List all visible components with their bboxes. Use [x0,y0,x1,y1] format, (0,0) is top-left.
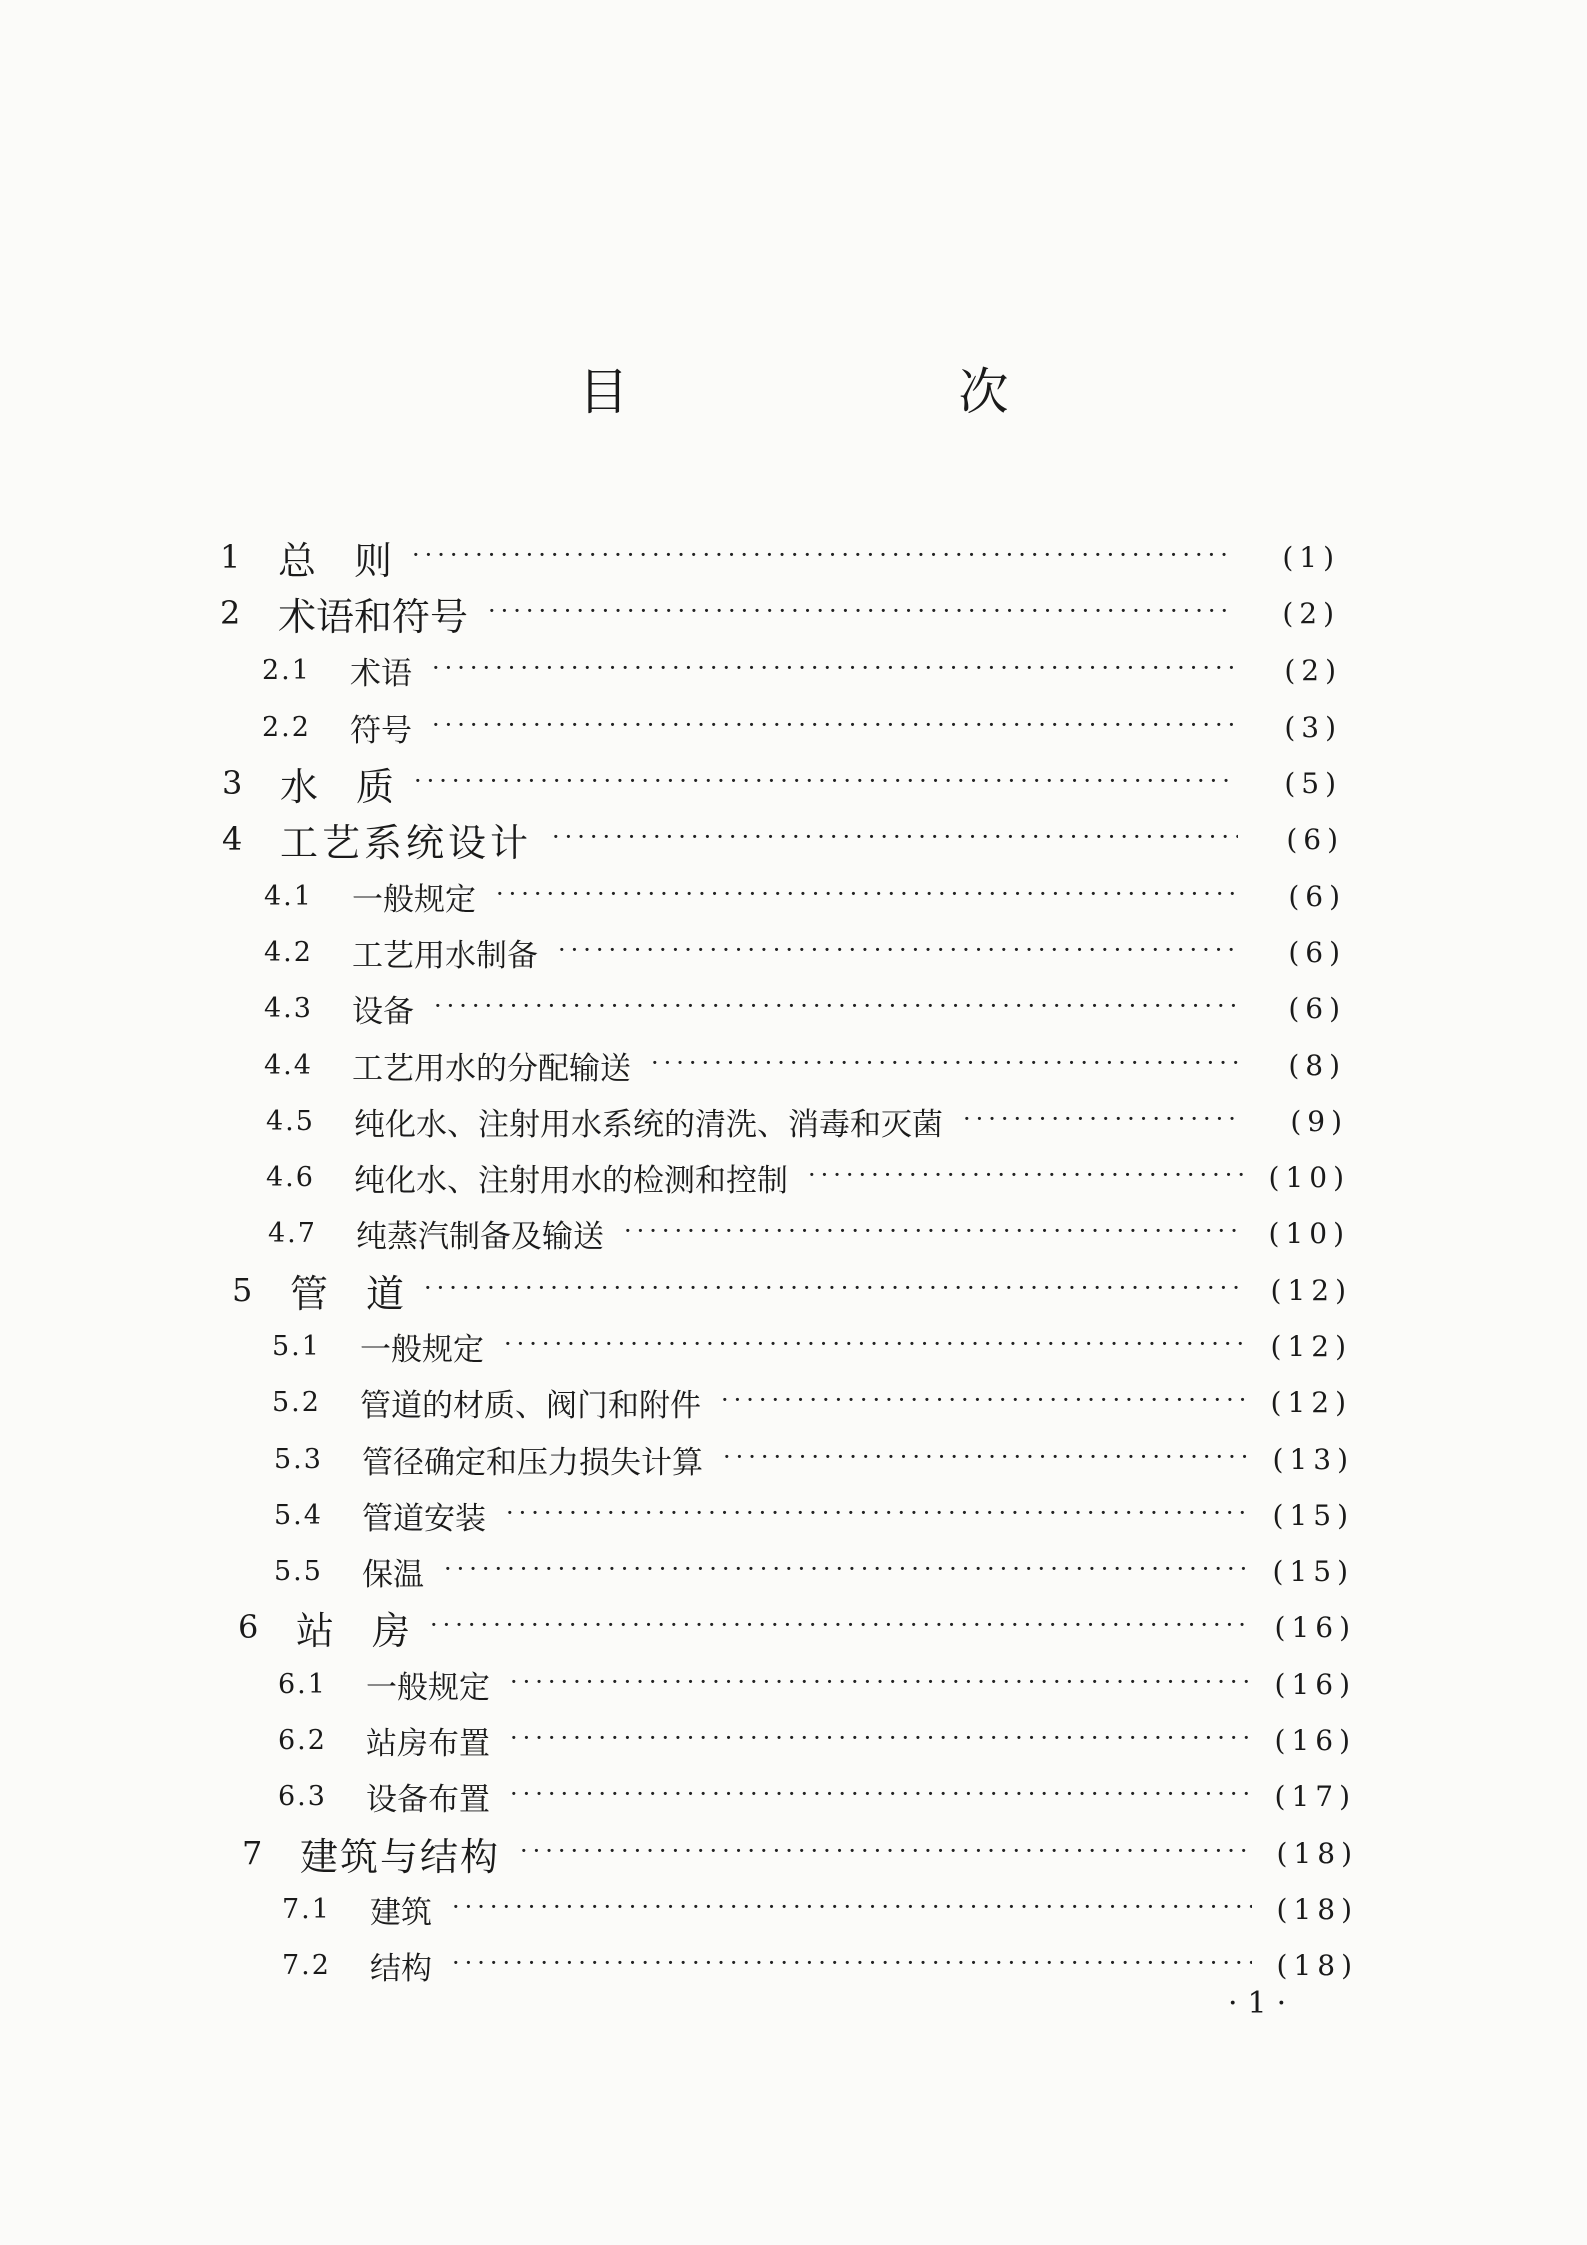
toc-number: 2.2 [262,711,311,743]
leader-dots [452,1893,1252,1921]
toc-page: (15) [1272,1554,1354,1588]
toc-entry-4-4[interactable] [264,1040,1346,1090]
toc-label: 管道安装 [362,1500,486,1537]
toc-label: 设备布置 [366,1781,490,1818]
toc-label: 一般规定 [366,1669,490,1706]
leader-dots [520,1837,1252,1865]
toc-number: 5 [232,1271,253,1309]
toc-page: (6) [1288,991,1346,1025]
toc-number: 3 [222,764,243,802]
toc-label: 建筑与结构 [300,1834,501,1879]
toc-entry-2-2[interactable] [262,702,1342,752]
toc-number: 4.3 [264,992,313,1024]
leader-dots [412,541,1234,569]
toc-label: 设备 [352,993,414,1030]
toc-number: 5.5 [274,1555,323,1587]
toc-page: (10) [1268,1160,1350,1194]
toc-label: 术语和符号 [278,594,469,639]
toc-label: 结构 [370,1950,432,1987]
toc-page: (1) [1282,540,1340,574]
leader-dots [558,936,1240,964]
leader-dots [488,597,1234,625]
toc-entry-5-1[interactable] [272,1321,1352,1371]
toc-entry-4-1[interactable] [264,871,1346,921]
toc-entry-7-2[interactable] [282,1940,1358,1990]
toc-entry-4-3[interactable] [264,983,1346,1033]
toc-entry-6-3[interactable] [278,1771,1356,1821]
leader-dots [721,1386,1246,1414]
toc-number: 5.2 [272,1386,321,1418]
leader-dots [432,711,1236,739]
toc-number: 1 [220,538,241,576]
toc-label: 保温 [362,1556,424,1593]
toc-entry-6[interactable] [238,1602,1356,1652]
toc-page: (2) [1284,653,1342,687]
toc-label: 总 则 [278,538,393,583]
leader-dots [414,767,1236,795]
leader-dots [651,1049,1240,1077]
leader-dots [432,654,1236,682]
toc-entry-4[interactable] [222,814,1344,864]
toc-entry-4-5[interactable] [266,1096,1348,1146]
leader-dots [424,1274,1246,1302]
toc-number: 5.1 [272,1330,321,1362]
leader-dots [510,1724,1250,1752]
toc-number: 6.3 [278,1780,327,1812]
toc-number: 4 [222,820,243,858]
leader-dots [963,1105,1242,1133]
toc-number: 5.4 [274,1499,323,1531]
toc-page: (13) [1272,1442,1354,1476]
page-title: 目 次 [578,363,1149,421]
toc-label: 管 道 [290,1271,405,1316]
leader-dots [504,1330,1246,1358]
leader-dots [444,1555,1248,1583]
leader-dots [510,1668,1250,1696]
toc-entry-6-2[interactable] [278,1715,1356,1765]
toc-label: 一般规定 [360,1331,484,1368]
toc-entry-4-6[interactable] [266,1152,1350,1202]
toc-page: (10) [1268,1216,1350,1250]
toc-number: 7.1 [282,1893,331,1925]
toc-page: (2) [1282,596,1340,630]
toc-number: 2.1 [262,654,311,686]
toc-page: (12) [1270,1385,1352,1419]
toc-page: (6) [1286,822,1344,856]
leader-dots [434,992,1240,1020]
leader-dots [506,1499,1248,1527]
toc-entry-4-2[interactable] [264,927,1346,977]
toc-label: 水 质 [280,764,395,809]
toc-page: (18) [1276,1836,1358,1870]
toc-number: 2 [220,594,241,632]
toc-entry-2[interactable] [220,588,1340,638]
toc-page: (3) [1284,710,1342,744]
toc-label: 符号 [350,712,412,749]
toc-label: 纯化水、注射用水的检测和控制 [354,1162,788,1199]
leader-dots [452,1949,1252,1977]
toc-number: 4.5 [266,1105,315,1137]
toc-page: (9) [1290,1104,1348,1138]
toc-page: (6) [1288,935,1346,969]
toc-page: (5) [1284,766,1342,800]
page-number: ·1· [1228,1986,1297,2021]
toc-number: 4.4 [264,1049,313,1081]
toc-label: 站 房 [296,1608,411,1653]
toc-page: (12) [1270,1273,1352,1307]
toc-page: (17) [1274,1779,1356,1813]
leader-dots [624,1217,1244,1245]
toc-entry-5-4[interactable] [274,1490,1354,1540]
leader-dots [808,1161,1244,1189]
toc-entry-7-1[interactable] [282,1884,1358,1934]
leader-dots [430,1611,1250,1639]
toc-label: 管道的材质、阀门和附件 [360,1387,701,1424]
toc-entry-5-3[interactable] [274,1434,1354,1484]
toc-number: 6.1 [278,1668,327,1700]
toc-number: 6.2 [278,1724,327,1756]
toc-entry-6-1[interactable] [278,1659,1356,1709]
toc-number: 5.3 [274,1443,323,1475]
toc-label: 术语 [350,655,412,692]
leader-dots [723,1443,1248,1471]
toc-entry-5[interactable] [232,1265,1352,1315]
toc-label: 工艺系统设计 [280,820,533,865]
toc-label: 工艺用水制备 [352,937,538,974]
toc-entry-5-2[interactable] [272,1377,1352,1427]
toc-label: 管径确定和压力损失计算 [362,1444,703,1481]
toc-page: (16) [1274,1667,1356,1701]
toc-number: 4.6 [266,1161,315,1193]
leader-dots [552,823,1238,851]
toc-page: (16) [1274,1723,1356,1757]
toc-number: 6 [238,1608,259,1646]
toc-entry-7[interactable] [242,1828,1358,1878]
leader-dots [510,1780,1250,1808]
toc-entry-3[interactable] [222,758,1342,808]
toc-number: 4.7 [268,1217,317,1249]
toc-page: (18) [1276,1892,1358,1926]
toc-number: 4.1 [264,880,313,912]
toc-number: 7 [242,1834,263,1872]
toc-label: 纯化水、注射用水系统的清洗、消毒和灭菌 [354,1106,943,1143]
toc-page: (16) [1274,1610,1356,1644]
toc-page: (8) [1288,1048,1346,1082]
toc-number: 4.2 [264,936,313,968]
toc-entry-5-5[interactable] [274,1546,1354,1596]
toc-number: 7.2 [282,1949,331,1981]
toc-page: (18) [1276,1948,1358,1982]
toc-entry-4-7[interactable] [268,1208,1350,1258]
toc-label: 一般规定 [352,881,476,918]
toc-label: 站房布置 [366,1725,490,1762]
toc-page: (15) [1272,1498,1354,1532]
toc-page: (12) [1270,1329,1352,1363]
leader-dots [496,880,1240,908]
toc-label: 建筑 [370,1894,432,1931]
toc-label: 纯蒸汽制备及输送 [356,1218,604,1255]
toc-entry-1[interactable] [220,532,1340,582]
toc-entry-2-1[interactable] [262,645,1342,695]
toc-page: (6) [1288,879,1346,913]
toc-label: 工艺用水的分配输送 [352,1050,631,1087]
